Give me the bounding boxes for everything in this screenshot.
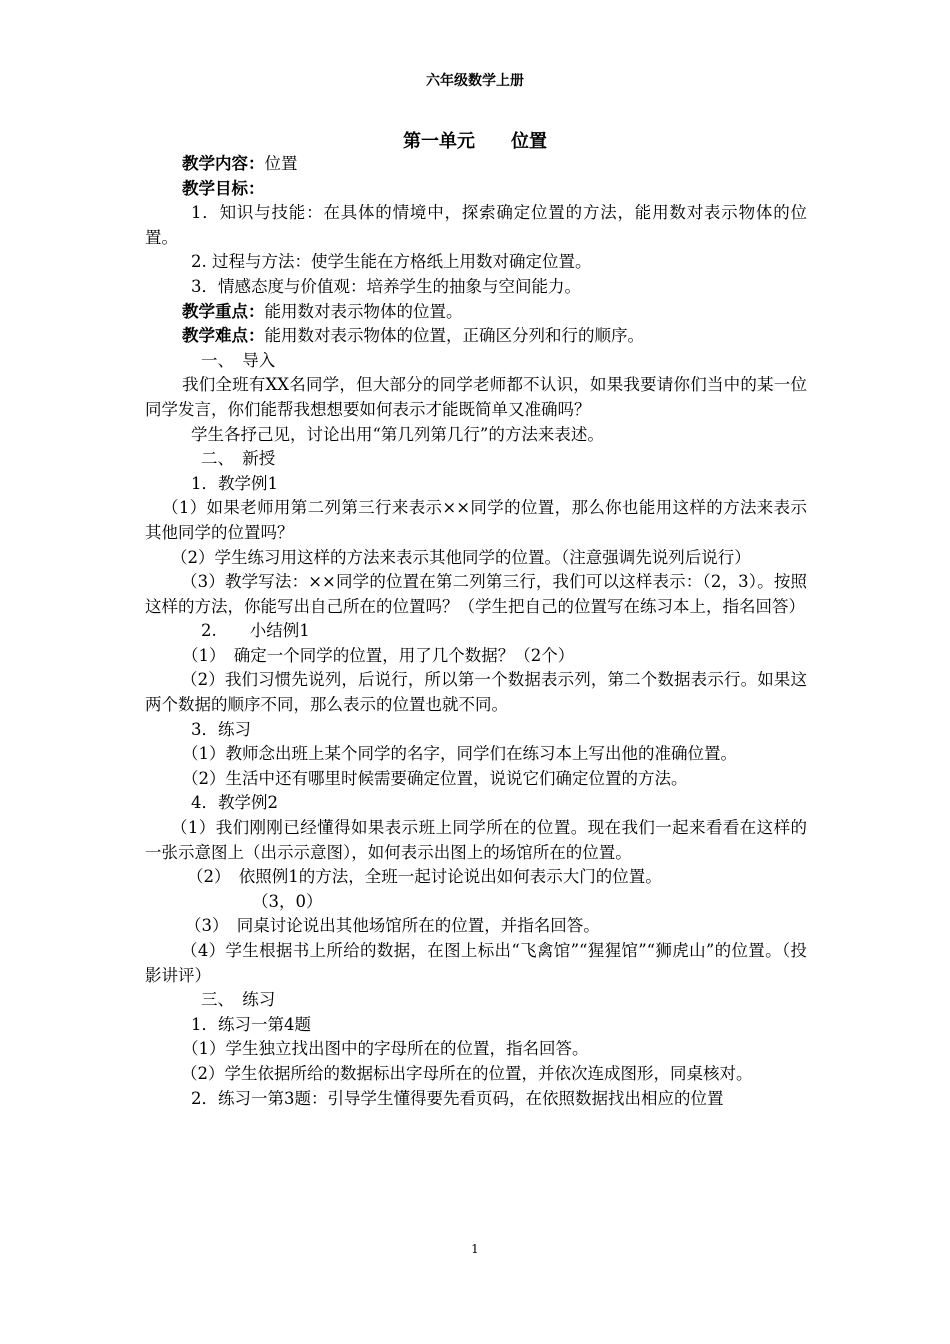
key-point-label: 教学重点：: [182, 301, 265, 321]
example-1-heading: 1．教学例1: [191, 473, 278, 493]
example-1-item-3: （3）教学写法：××同学的位置在第二列第三行，我们可以这样表示：（2，3）。按照这样的方法，你能写出自己所在的位置吗？（学生把自己的位置写在练习本上，指名回答）: [145, 572, 807, 616]
example-1-item-2: （2）学生练习用这样的方法来表示其他同学的位置。（注意强调先说列后说行）: [171, 547, 751, 567]
exercise-1-heading: 1．练习一第4题: [191, 1014, 311, 1034]
content-value: 位置: [264, 154, 298, 173]
section-1-heading: 一、 导入: [201, 350, 276, 370]
example-2-item-4: （4）学生根据书上所给的数据，在图上标出“飞禽馆”“猩猩馆”“狮虎山”的位置。（投影讲评）: [145, 941, 807, 985]
goal-3: 3．情感态度与价值观：培养学生的抽象与空间能力。: [191, 276, 581, 296]
document-body: [145, 152, 807, 1111]
example-2-item-2: （2） 依照例1的方法，全班一起讨论说出如何表示大门的位置。: [187, 867, 662, 887]
practice-item-2: （2）生活中还有哪里时候需要确定位置，说说它们确定位置的方法。: [182, 768, 688, 788]
summary-1-item-1: （1） 确定一个同学的位置，用了几个数据？（2个）: [182, 645, 575, 665]
content-label: 教学内容：: [182, 154, 265, 173]
example-2-item-3: （3） 同桌讨论说出其他场馆所在的位置，并指名回答。: [185, 916, 600, 936]
unit-title-right: 位置: [511, 131, 547, 152]
example-2-heading: 4．教学例2: [191, 793, 278, 813]
difficulty-value: 能用数对表示物体的位置，正确区分列和行的顺序。: [264, 326, 644, 346]
example-1-item-1: （1）如果老师用第二列第三行来表示××同学的位置，那么你也能用这样的方法来表示其他同学的位置吗？: [145, 498, 807, 542]
exercise-1-item-1: （1）学生独立找出图中的字母所在的位置，指名回答。: [182, 1039, 589, 1059]
exercise-2-heading: 2．练习一第3题：引导学生懂得要先看页码，在依照数据找出相应的位置: [191, 1088, 724, 1108]
goal-heading: 教学目标：: [182, 178, 265, 198]
difficulty-line: [145, 324, 807, 349]
goal-1: 1．知识与技能：在具体的情境中，探索确定位置的方法，能用数对表示物体的位置。: [145, 203, 807, 247]
running-header: 六年级数学上册: [426, 73, 524, 89]
practice-item-1: （1）教师念出班上某个同学的名字，同学们在练习本上写出他的准确位置。: [182, 744, 737, 764]
goal-2: 2. 过程与方法：使学生能在方格纸上用数对确定位置。: [191, 252, 592, 272]
section-1-para-1: 我们全班有XX名同学，但大部分的同学老师都不认识，如果我要请你们当中的某一位同学发言，你们能帮我想想要如何表示才能既简单又准确吗？: [145, 375, 807, 419]
practice-heading: 3．练习: [191, 719, 251, 739]
summary-1-heading: 2. 小结例1: [201, 621, 310, 641]
difficulty-label: 教学难点：: [182, 326, 265, 346]
key-point-line: [145, 300, 807, 325]
key-point-value: 能用数对表示物体的位置。: [264, 301, 463, 321]
exercise-1-item-2: （2）学生依据所给的数据标出字母所在的位置，并依次连成图形，同桌核对。: [181, 1063, 753, 1083]
unit-title: [0, 127, 950, 153]
section-3-heading: 三、 练习: [201, 990, 276, 1010]
example-2-item-2-answer: （3，0）: [252, 891, 323, 911]
summary-1-item-2: （2）我们习惯先说列，后说行，所以第一个数据表示列，第二个数据表示行。如果这两个数据的顺序不同，那么表示的位置也就不同。: [145, 670, 807, 715]
section-1-para-2: 学生各抒己见，讨论出用“第几列第几行”的方法来表述。: [191, 424, 604, 444]
section-2-heading: 二、 新授: [201, 449, 276, 469]
unit-title-left: 第一单元: [403, 131, 475, 152]
page-number: 1: [471, 1242, 479, 1256]
content-line: [145, 152, 807, 177]
example-2-item-1: （1）我们刚刚已经懂得如果表示班上同学所在的位置。现在我们一起来看看在这样的一张示意图上（出示示意图），如何表示出图上的场馆所在的位置。: [145, 818, 807, 862]
